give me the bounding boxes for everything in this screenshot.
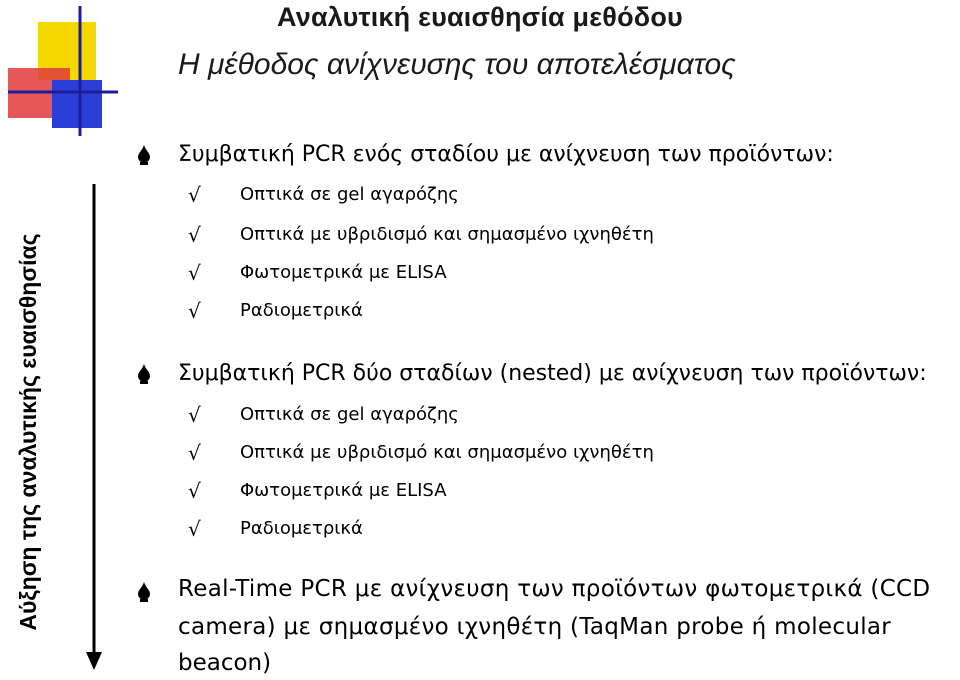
list-item: Φωτομετρικά με ELISA <box>240 262 447 283</box>
check-mark: √ <box>188 479 201 503</box>
check-mark: √ <box>188 299 201 323</box>
section-heading-line: Real-Time PCR με ανίχνευση των προϊόντων φωτομετρικά (CCD <box>178 576 931 602</box>
section-heading: Συμβατική PCR δύο σταδίων (nested) με ανίχνευση των προϊόντων: <box>178 361 927 386</box>
section-heading-line: beacon) <box>178 650 272 676</box>
list-item: Οπτικά με υβριδισμό και σημασμένο ιχνηθέτη <box>240 442 654 463</box>
slide-title: Αναλυτική ευαισθησία μεθόδου <box>277 2 683 32</box>
list-item: Οπτικά με υβριδισμό και σημασμένο ιχνηθέτη <box>240 224 654 245</box>
check-mark: √ <box>188 223 201 247</box>
list-item: Οπτικά σε gel αγαρόζης <box>240 184 459 205</box>
list-item: Ραδιομετρικά <box>240 518 363 539</box>
side-label: Αύξηση της αναλυτικής ευαισθησίας <box>15 233 41 631</box>
list-item: Ραδιομετρικά <box>240 300 363 321</box>
check-mark: √ <box>188 403 201 427</box>
diamond-bullet-icon <box>136 362 152 386</box>
section-heading-line: camera) με σημασμένο ιχνηθέτη (TaqMan probe ή molecular <box>178 614 892 640</box>
slide-subtitle: Η μέθοδος ανίχνευσης του αποτελέσματος <box>178 48 736 81</box>
check-mark: √ <box>188 261 201 285</box>
check-mark: √ <box>188 183 201 207</box>
check-mark: √ <box>188 517 201 541</box>
list-item: Φωτομετρικά με ELISA <box>240 480 447 501</box>
diamond-bullet-icon <box>136 580 152 604</box>
list-item: Οπτικά σε gel αγαρόζης <box>240 404 459 425</box>
check-mark: √ <box>188 441 201 465</box>
diamond-bullet-icon <box>136 143 152 167</box>
section-heading: Συμβατική PCR ενός σταδίου με ανίχνευση των προϊόντων: <box>178 142 834 167</box>
down-arrow-icon <box>82 182 106 672</box>
